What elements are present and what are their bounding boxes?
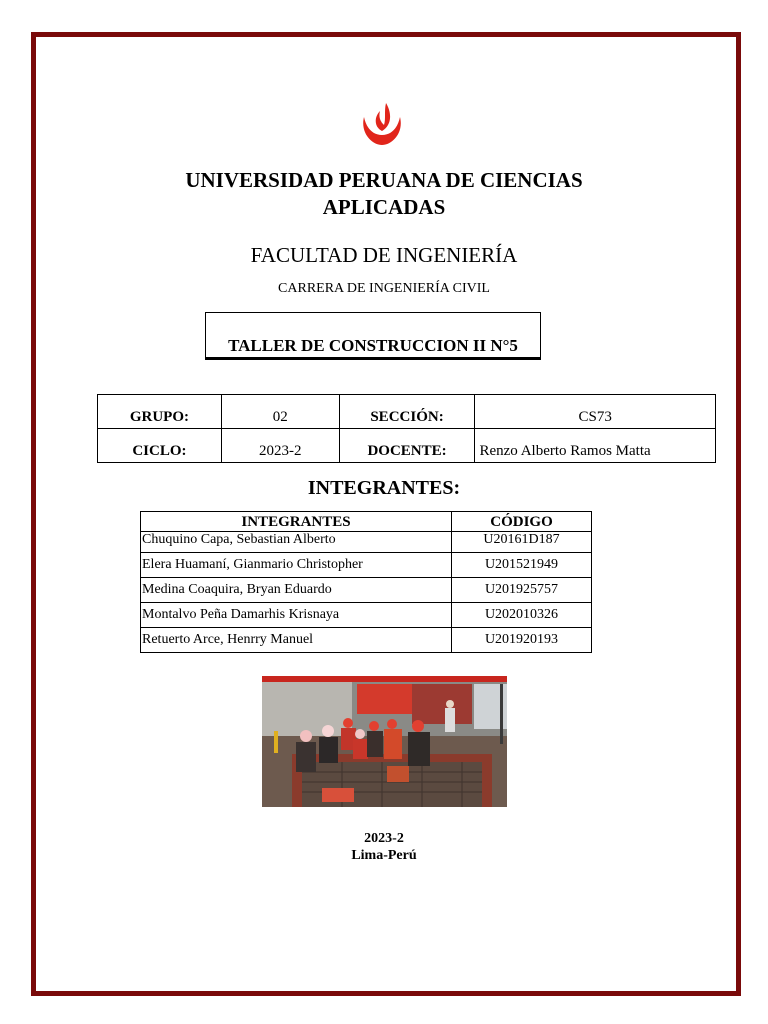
- members-table: [140, 511, 592, 653]
- info-table: [97, 394, 716, 463]
- section-label: SECCIÓN:: [339, 395, 475, 429]
- member-name: Retuerto Arce, Henrry Manuel: [141, 628, 452, 653]
- info-row-cycle: [98, 429, 716, 463]
- table-row: [141, 553, 592, 578]
- teacher-value: Renzo Alberto Ramos Matta: [475, 429, 716, 463]
- info-row-group: [98, 395, 716, 429]
- member-code: U201925757: [452, 578, 592, 603]
- career-name: CARRERA DE INGENIERÍA CIVIL: [278, 281, 490, 296]
- document-title: TALLER DE CONSTRUCCION II N°5: [205, 312, 541, 360]
- group-photo-image: [262, 676, 507, 807]
- footer-year: 2023-2: [364, 831, 404, 846]
- cycle-value: 2023-2: [221, 429, 339, 463]
- teacher-label: DOCENTE:: [339, 429, 475, 463]
- section-value: CS73: [475, 395, 716, 429]
- footer: [0, 830, 768, 864]
- university-name: [0, 167, 768, 221]
- group-value: 02: [221, 395, 339, 429]
- members-header-code: CÓDIGO: [452, 512, 592, 532]
- faculty-name: FACULTAD DE INGENIERÍA: [250, 243, 518, 267]
- group-label: GRUPO:: [98, 395, 222, 429]
- table-row: [141, 578, 592, 603]
- university-logo-icon: [356, 97, 408, 147]
- footer-place: Lima-Perú: [351, 848, 417, 863]
- member-code: U201920193: [452, 628, 592, 653]
- members-header-name: INTEGRANTES: [141, 512, 452, 532]
- member-code: U201521949: [452, 553, 592, 578]
- university-name-line1: UNIVERSIDAD PERUANA DE CIENCIAS: [185, 168, 583, 192]
- member-code: U202010326: [452, 603, 592, 628]
- table-row: [141, 603, 592, 628]
- table-row: [141, 628, 592, 653]
- member-name: Montalvo Peña Damarhis Krisnaya: [141, 603, 452, 628]
- member-name: Elera Huamaní, Gianmario Christopher: [141, 553, 452, 578]
- university-name-line2: APLICADAS: [322, 195, 446, 219]
- member-code: U20161D187: [452, 532, 592, 553]
- table-row: [141, 532, 592, 553]
- member-name: Chuquino Capa, Sebastian Alberto: [141, 532, 452, 553]
- members-header-row: [141, 512, 592, 532]
- members-heading: INTEGRANTES:: [307, 477, 461, 499]
- member-name: Medina Coaquira, Bryan Eduardo: [141, 578, 452, 603]
- group-photo: [262, 676, 507, 807]
- cycle-label: CICLO:: [98, 429, 222, 463]
